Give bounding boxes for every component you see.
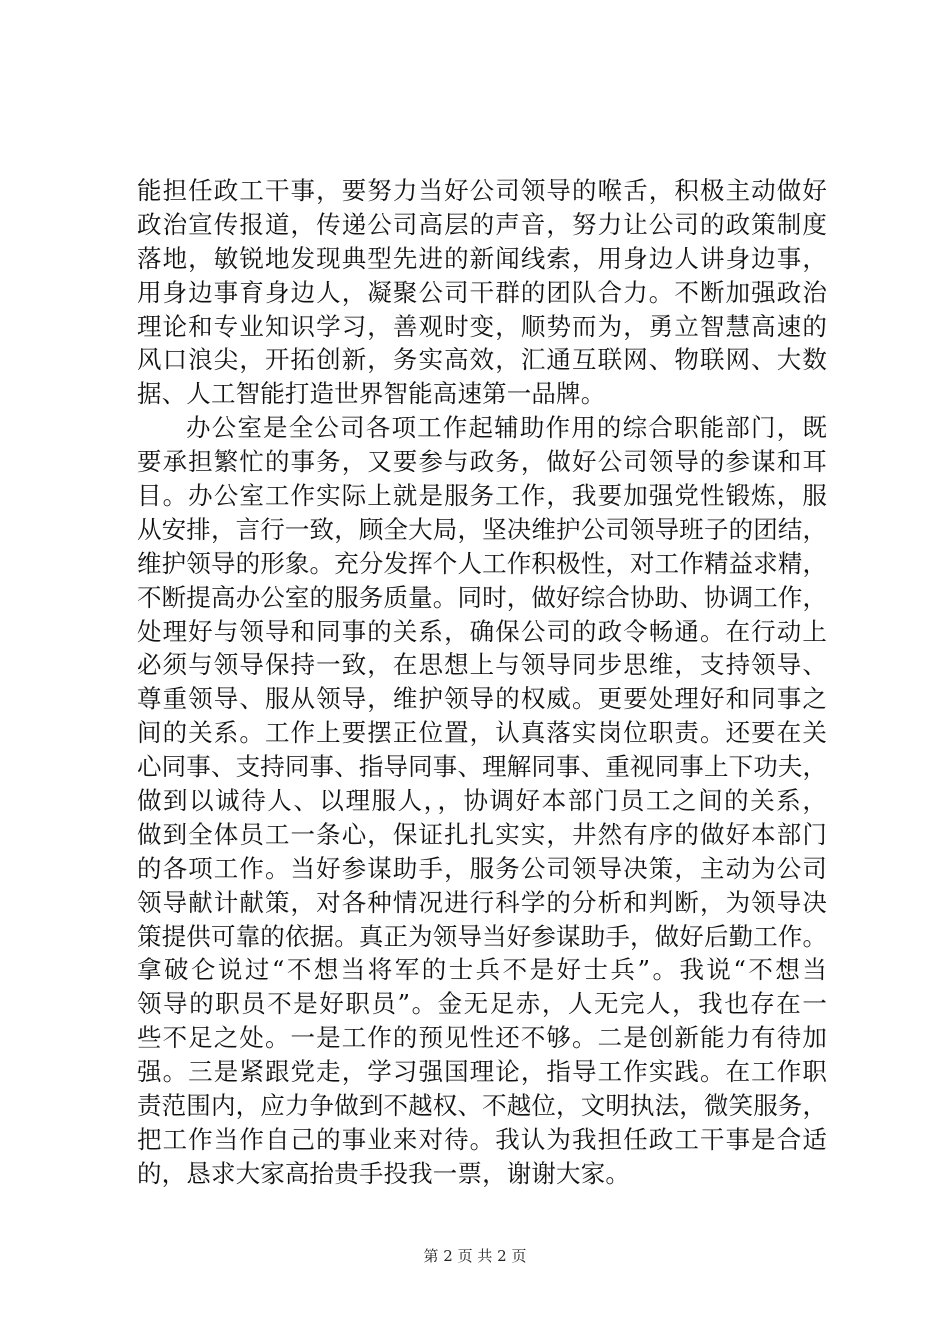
text-line: 策提供可靠的依据。真正为领导当好参谋助手，做好后勤工作。 [137, 921, 828, 951]
text-line: 必须与领导保持一致，在思想上与领导同步思维，支持领导、 [137, 650, 827, 680]
text-line: 强。三是紧跟党走，学习强国理论，指导工作实践。在工作职 [137, 1057, 827, 1087]
text-line: 的，恳求大家高抬贵手投我一票，谢谢大家。 [137, 1158, 630, 1188]
text-line: 做到全体员工一条心，保证扎扎实实，井然有序的做好本部门 [137, 819, 827, 849]
text-line: 拿破仑说过“不想当将军的士兵不是好士兵”。我说“不想当 [137, 955, 827, 985]
text-line: 用身边事育身边人，凝聚公司干群的团队合力。不断加强政治 [137, 277, 827, 307]
text-line: 把工作当作自己的事业来对待。我认为我担任政工干事是合适 [137, 1124, 827, 1154]
text-line: 从安排，言行一致，顾全大局，坚决维护公司领导班子的团结， [137, 514, 828, 544]
text-line: 维护领导的形象。充分发挥个人工作积极性，对工作精益求精， [137, 548, 828, 578]
text-line: 据、人工智能打造世界智能高速第一品牌。 [137, 379, 606, 409]
text-line: 尊重领导、服从领导，维护领导的权威。更要处理好和同事之 [137, 684, 827, 714]
text-line: 落地，敏锐地发现典型先进的新闻线索，用身边人讲身边事， [137, 243, 827, 273]
text-line: 政治宣传报道，传递公司高层的声音，努力让公司的政策制度 [137, 209, 827, 239]
text-line: 要承担繁忙的事务，又要参与政务，做好公司领导的参谋和耳 [137, 447, 827, 477]
text-line: 目。办公室工作实际上就是服务工作，我要加强党性锻炼，服 [137, 481, 827, 511]
text-line: 些不足之处。一是工作的预见性还不够。二是创新能力有待加 [137, 1023, 827, 1053]
text-line: 能担任政工干事，要努力当好公司领导的喉舌，积极主动做好 [137, 176, 827, 205]
text-line: 风口浪尖，开拓创新，务实高效，汇通互联网、物联网、大数 [137, 345, 827, 375]
text-line: 心同事、支持同事、指导同事、理解同事、重视同事上下功夫， [137, 752, 828, 782]
text-line: 不断提高办公室的服务质量。同时，做好综合协助、协调工作， [137, 582, 828, 612]
text-line: 理论和专业知识学习，善观时变，顺势而为，勇立智慧高速的 [137, 311, 827, 341]
text-line: 间的关系。工作上要摆正位置，认真落实岗位职责。还要在关 [137, 718, 827, 748]
text-line: 处理好与领导和同事的关系，确保公司的政令畅通。在行动上 [137, 616, 827, 646]
text-line: 领导献计献策，对各种情况进行科学的分析和判断，为领导决 [137, 887, 827, 917]
document-body [137, 174, 827, 1191]
text-line: 责范围内，应力争做到不越权、不越位，文明执法，微笑服务， [137, 1091, 828, 1121]
page-footer: 第 2 页 共 2 页 [423, 1247, 527, 1265]
text-line: 办公室是全公司各项工作起辅助作用的综合职能部门，既 [186, 413, 827, 443]
text-line: 领导的职员不是好职员”。金无足赤，人无完人，我也存在一 [137, 989, 827, 1019]
text-line: 做到以诚待人、以理服人，，协调好本部门员工之间的关系， [137, 786, 827, 816]
text-line: 的各项工作。当好参谋助手，服务公司领导决策，主动为公司 [137, 853, 827, 883]
